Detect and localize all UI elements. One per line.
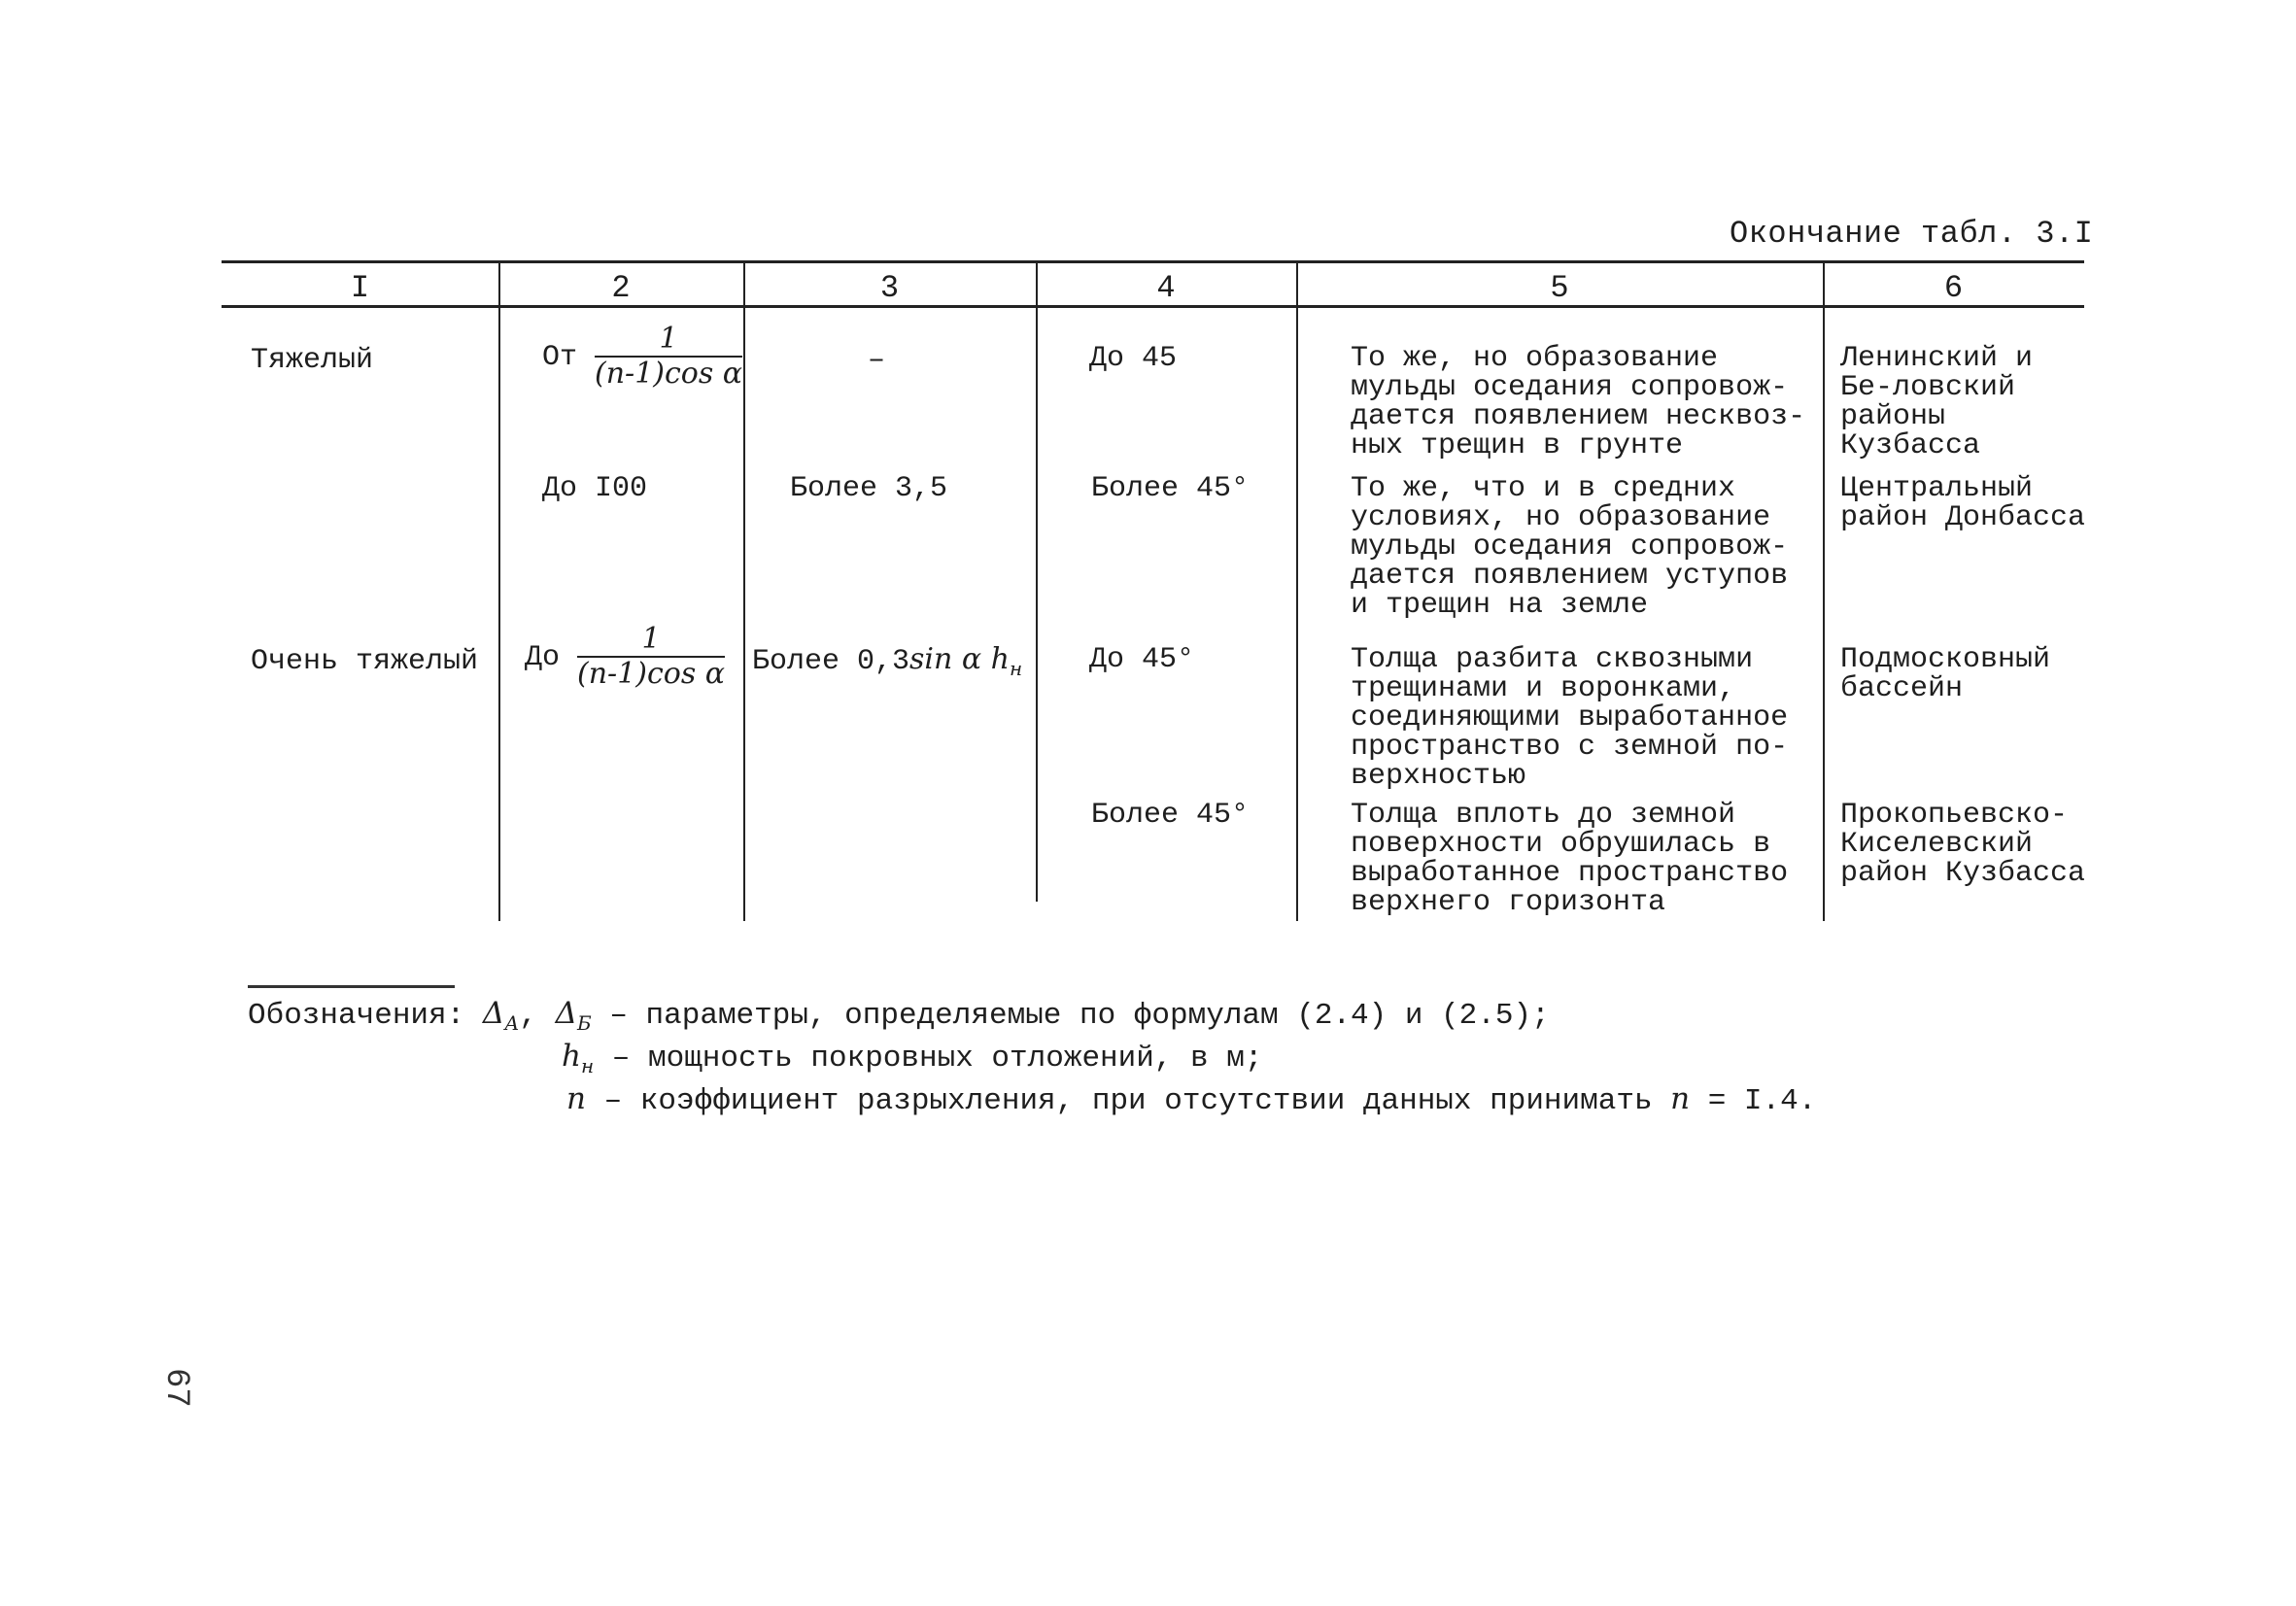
row4-col6: Прокопьевско-Киселевский район Кузбасса xyxy=(1840,799,2086,890)
col-divider-1 xyxy=(498,260,500,921)
row3-col6: Подмосковный бассейн xyxy=(1840,643,2051,705)
header-col-6: 6 xyxy=(1943,270,1964,306)
header-col-4: 4 xyxy=(1156,270,1176,306)
row3-col2-formula: До $\frac{1}{\text{(n-1)cos α}}$ xyxy=(525,622,726,691)
row3-col4: До 45° xyxy=(1089,643,1195,676)
row1-col5: То же, но образование мульды оседания сопровож-дается появлением несквоз-ных трещин в грунте xyxy=(1351,342,1806,462)
row2-col3: Более 3,5 xyxy=(790,472,948,505)
fraction: $\frac{1}{\text{(n-1)cos α}}$ xyxy=(577,622,726,691)
row3-col3: Более 0,3sin α $h_н$ xyxy=(752,642,1023,680)
col-divider-4 xyxy=(1296,260,1298,921)
col-divider-2 xyxy=(743,260,745,921)
notes-rule xyxy=(248,985,455,988)
note-line-1: Обозначения: $\Delta_А$, $\Delta_Б$ – параметры, определяемые по формулам (2.4) и (2.5); xyxy=(248,996,1550,1036)
row1-col6: Ленинский и Бе-ловский районы Кузбасса xyxy=(1840,342,2034,462)
row2-col2: До I00 xyxy=(542,472,648,505)
note-line-2: $h_н$ – мощность покровных отложений, в м; xyxy=(562,1039,1263,1078)
row1-col2-formula: От $\frac{1}{\text{(n-1)cos α}}$ xyxy=(542,322,743,391)
row1-col4: До 45 xyxy=(1089,342,1178,375)
row1-col3: – xyxy=(868,344,886,377)
data-table xyxy=(222,260,2084,921)
header-col-1: I xyxy=(350,270,370,306)
row2-col5: То же, что и в средних условиях, но образование мульды оседания сопровож-дается появлением уступов и трещин на земле xyxy=(1351,472,1789,622)
notes-label: Обозначения: xyxy=(248,999,465,1033)
row4-col5: Толща вплоть до земной поверхности обрушилась в выработанное пространство верхнего горизонта xyxy=(1351,799,1789,919)
row4-col4: Более 45° xyxy=(1091,799,1250,832)
header-col-2: 2 xyxy=(611,270,631,306)
row3-category: Очень тяжелый xyxy=(251,645,479,678)
col-divider-3 xyxy=(1036,260,1038,902)
note-line-3: n – коэффициент разрыхления, при отсутствии данных принимать n = I.4. xyxy=(566,1081,1817,1118)
row3-col5: Толща разбита сквозными трещинами и воронками, соединяющими выработанное пространство с земной по-верхностью xyxy=(1351,643,1789,793)
table-top-rule xyxy=(222,260,2084,263)
row2-col6: Центральный район Донбасса xyxy=(1840,472,2086,534)
col-divider-5 xyxy=(1823,260,1825,921)
row1-category: Тяжелый xyxy=(251,344,374,377)
fraction: $\frac{1}{\text{(n-1)cos α}}$ xyxy=(595,322,743,391)
header-col-3: 3 xyxy=(879,270,900,306)
header-col-5: 5 xyxy=(1550,270,1569,306)
row2-col4: Более 45° xyxy=(1091,472,1250,505)
table-caption: Окончание табл. 3.I xyxy=(1730,216,2094,252)
page-number: 67 xyxy=(157,1368,194,1408)
